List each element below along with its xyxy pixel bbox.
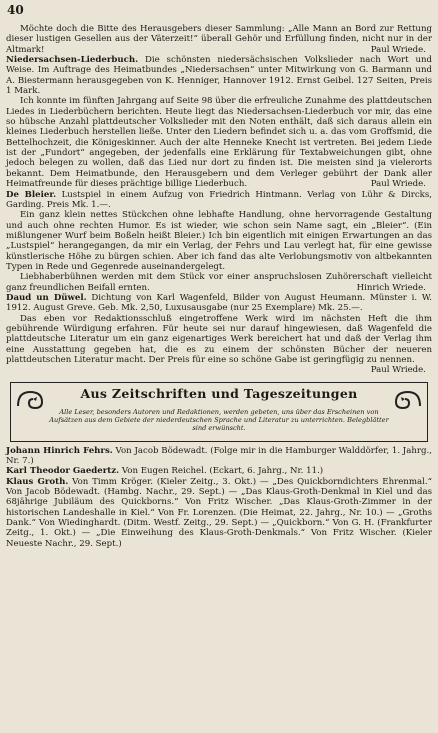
section-banner: [10, 382, 428, 442]
review-body: Liebhaberbühnen werden mit dem Stück vor einer anspruchslosen Zuhörerschaft vielleicht ganz freundlichen Beifall ernten.: [6, 272, 432, 293]
list-item: [6, 477, 432, 549]
review-text: Möchte doch die Bitte des Herausgebers dieser Sammlung: „Alle Mann an Bord zur Rettung dieser lustigen Gesellen aus der Väterzeit!“ überall Gehör und Erfüllung finden, nicht nur in der Altmark!: [6, 24, 432, 55]
review-body: Das eben vor Redaktionsschluß eingetroffene Werk wird im nächsten Heft die ihm gebührende Würdigung erfahren. Für heute sei nur darauf hingewiesen, daß Wagenfeld die plattdeutsche Literatur um ein ganz eigenartiges Werk bereichert hat und daß der Verlag ihm eine Ausstattung gegeben hat, die es zu einem der schönsten Bücher der neueren plattdeutschen Literatur macht. Der Preis für eine so schöne Gabe ist geringfügig zu nennen.: [6, 313, 432, 365]
entry-title: Karl Theodor Gaedertz.: [6, 466, 120, 477]
review-bleier: [6, 190, 432, 211]
review-text: Ein ganz klein nettes Stückchen ohne lebhafte Handlung, ohne hervorragende Gestaltung und auch ohne rechten Humor. Es ist wieder, wie schon sein Name sagt, ein „Bleier“. (Ein mißlungener Wurf beim Boßeln heißt Bleier.) Ich bin eigentlich mit einigen Erwartungen an das „Lustspiel“ herangegangen, da mir ein Verlag, der Fehrs und Lau verlegt hat, für eine gewisse künstlerische Höhe zu bürgen schien. Aber ich fand das alte Verlobungsmotiv von altbekannten Typen in Rede und Gegenrede auseinandergelegt.: [6, 210, 432, 272]
page-body: [6, 24, 432, 549]
review-title: Daud un Düwel.: [6, 292, 87, 303]
review-niedersachsen: [6, 55, 432, 96]
signature: Paul Wriede.: [370, 365, 426, 376]
entry-title: Johann Hinrich Fehrs.: [6, 445, 113, 456]
entry-text: Von Jacob Bödewadt. (Folge mir in die Hamburger Walddörfer, 1. Jahrg., Nr. 7.): [6, 445, 432, 467]
list-item: [6, 446, 432, 467]
horn-ornament-icon: [393, 388, 423, 412]
signature: Hinrich Wriede.: [356, 282, 426, 293]
banner-notice: Alle Leser, besonders Autoren und Redaktionen, werden gebeten, uns über das Erscheinen von Aufsätzen aus dem Gebiete der niederdeutschen Sprache und Literatur zu unterrichten. Belegblätter sind erwünscht.: [49, 407, 389, 432]
entry-text: Von Eugen Reichel. (Eckart, 6. Jahrg., Nr. 11.): [121, 466, 324, 477]
review-meta: Dichtung von Karl Wagenfeld, Bilder von August Heumann. Münster i. W. 1912. August Greve. Geb. Mk. 2,50, Luxusausgabe (nur 25 Exemplare) Mk. 25.—.: [6, 292, 432, 314]
entry-text: Von Timm Kröger. (Kieler Zeitg., 3. Okt.) — „Des Quickborndichters Ehrenmal.“ Von Jacob Bödewadt. (Hambg. Nachr., 29. Sept.) — „Das Klaus-Groth-Denkmal in Kiel und das 68jährige Jubiläum des Quickborns.“ Von Fritz Wischer. „Das Klaus-Groth-Zimmer in der historischen Landeshalle in Kiel.“ Von Fr. Lorenzen. (Die Heimat, 22. Jahrg., Nr. 10.) — „Groths Dank.“ Von Wiedinghardt. (Ditm. Westf. Zeitg., 29. Sept.) — „Quickborn.“ Von G. H. (Frankfurter Zeitg., 1. Okt.) — „Die Einweihung des Klaus-Groth-Denkmals.“ Von Fritz Wischer. (Kieler Neueste Nachr., 29. Sept.): [6, 476, 432, 549]
review-paragraph: [6, 24, 432, 55]
review-title: De Bleier.: [6, 189, 57, 200]
review-title: Niedersachsen-Liederbuch.: [6, 55, 139, 66]
review-body: Ich konnte im fünften Jahrgang auf Seite 98 über die erfreuliche Zunahme des plattdeutschen Liedes in Liederbüchern berichten. Heute liegt das Niedersachsen-Liederbuch vor mir, das eine so hübsche Anzahl plattdeutscher Volkslieder mit den Noten enthält, daß sich daraus allein ein kleines Liederbuch herstellen ließe. Unter den Liedern befindet sich u. a. das vom Groffsmid, die Bettelhochzeit, die Königeskinner. Auch der alte Henneke Knecht ist vertreten. Bei jedem Liede ist der „Fundort“ angegeben, der jedenfalls eine Erklärung für Textabweichungen gibt, ohne jedoch belegen zu wollen, daß das Lied nur dort zu finden ist. Die meisten sind ja vielerorts bekannt. Dem Heimatbunde, den Herausgebern und dem Verleger gebührt der Dank aller Heimatfreunde für dieses prächtige billige Liederbuch.: [6, 96, 432, 190]
banner-title: Aus Zeitschriften und Tageszeitungen: [80, 385, 358, 401]
review-meta: Die schönsten niedersächsischen Volkslieder nach Wort und Weise. Im Auftrage des Heimatbundes „Niedersachsen“ unter Mitwirkung von G. Barmann und A. Biestermann herausgegeben von K. Henniger, Hannover 1912. Ernst Geibel. 127 Seiten, Preis 1 Mark.: [6, 55, 433, 97]
review-text: [6, 272, 432, 293]
article-list: [6, 446, 432, 549]
review-daud: [6, 293, 432, 314]
review-text: [6, 313, 432, 376]
signature: Paul Wriede.: [370, 179, 426, 190]
signature: Paul Wriede.: [370, 44, 426, 55]
review-text: [6, 96, 432, 189]
page-number: 40: [7, 3, 24, 17]
review-meta: Lustspiel in einem Aufzug von Friedrich Hintmann. Verlag von Lühr & Dircks, Garding. Preis Mk. 1.—.: [6, 189, 432, 210]
entry-title: Klaus Groth.: [6, 476, 69, 487]
list-item: [6, 466, 432, 476]
